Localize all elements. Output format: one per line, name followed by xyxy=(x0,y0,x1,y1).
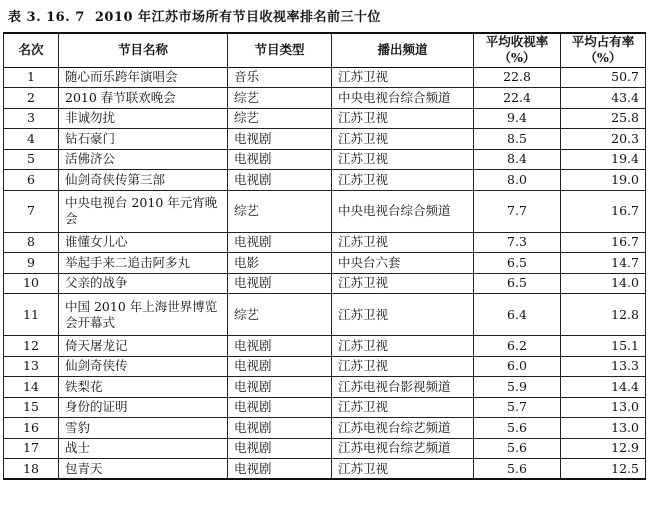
cell-program-name: 包青天 xyxy=(59,459,228,480)
cell-channel: 江苏卫视 xyxy=(332,129,474,150)
cell-avg-rating: 7.3 xyxy=(474,232,561,253)
cell-channel: 江苏卫视 xyxy=(332,170,474,191)
header-avg-share xyxy=(561,33,646,67)
cell-program-name: 2010 春节联欢晚会 xyxy=(59,88,228,109)
cell-channel: 江苏电视台综艺频道 xyxy=(332,438,474,459)
cell-avg-share: 19.4 xyxy=(561,149,646,170)
cell-program-type: 电视剧 xyxy=(228,397,332,418)
cell-rank: 4 xyxy=(4,129,59,150)
cell-avg-rating: 5.6 xyxy=(474,438,561,459)
cell-avg-rating: 5.7 xyxy=(474,397,561,418)
cell-rank: 12 xyxy=(4,336,59,357)
cell-rank: 14 xyxy=(4,377,59,398)
cell-rank: 7 xyxy=(4,190,59,232)
cell-avg-rating: 6.0 xyxy=(474,356,561,377)
table-number: 表 3. 16. 7 xyxy=(8,10,85,25)
cell-rank: 9 xyxy=(4,253,59,274)
table-row xyxy=(4,67,646,88)
cell-avg-share: 14.7 xyxy=(561,253,646,274)
cell-program-name: 谁懂女儿心 xyxy=(59,232,228,253)
cell-rank: 10 xyxy=(4,273,59,294)
cell-avg-rating: 5.9 xyxy=(474,377,561,398)
table-row xyxy=(4,253,646,274)
cell-program-type: 电视剧 xyxy=(228,129,332,150)
cell-program-type: 电视剧 xyxy=(228,356,332,377)
cell-program-type: 电视剧 xyxy=(228,336,332,357)
cell-avg-share: 16.7 xyxy=(561,190,646,232)
table-title: 2010 年江苏市场所有节目收视率排名前三十位 xyxy=(94,10,382,25)
table-row xyxy=(4,397,646,418)
cell-program-name: 铁梨花 xyxy=(59,377,228,398)
cell-program-type: 综艺 xyxy=(228,88,332,109)
cell-channel: 江苏卫视 xyxy=(332,459,474,480)
cell-avg-rating: 7.7 xyxy=(474,190,561,232)
cell-program-name: 中国 2010 年上海世界博览会开幕式 xyxy=(59,294,228,336)
cell-program-type: 综艺 xyxy=(228,294,332,336)
cell-channel: 江苏电视台影视频道 xyxy=(332,377,474,398)
cell-rank: 17 xyxy=(4,438,59,459)
table-row xyxy=(4,108,646,129)
table-row xyxy=(4,149,646,170)
header-avg-rating-unit: （%） xyxy=(498,50,536,66)
cell-avg-share: 43.4 xyxy=(561,88,646,109)
cell-program-name: 随心而乐跨年演唱会 xyxy=(59,67,228,88)
table-row xyxy=(4,170,646,191)
cell-channel: 江苏卫视 xyxy=(332,294,474,336)
header-program-name: 节目名称 xyxy=(59,33,228,67)
cell-rank: 11 xyxy=(4,294,59,336)
header-avg-rating xyxy=(474,33,561,67)
cell-program-name: 身份的证明 xyxy=(59,397,228,418)
cell-avg-rating: 22.8 xyxy=(474,67,561,88)
cell-avg-share: 19.0 xyxy=(561,170,646,191)
header-rank: 名次 xyxy=(4,33,59,67)
cell-avg-rating: 6.5 xyxy=(474,273,561,294)
table-row xyxy=(4,459,646,480)
cell-avg-rating: 5.6 xyxy=(474,459,561,480)
cell-program-name: 中央电视台 2010 年元宵晚会 xyxy=(59,190,228,232)
cell-avg-share: 12.9 xyxy=(561,438,646,459)
cell-channel: 江苏卫视 xyxy=(332,273,474,294)
cell-channel: 中央台六套 xyxy=(332,253,474,274)
cell-channel: 江苏卫视 xyxy=(332,108,474,129)
cell-program-name: 钻石豪门 xyxy=(59,129,228,150)
table-row xyxy=(4,88,646,109)
cell-avg-share: 12.8 xyxy=(561,294,646,336)
table-caption xyxy=(8,6,381,25)
cell-program-type: 电视剧 xyxy=(228,149,332,170)
cell-avg-share: 14.4 xyxy=(561,377,646,398)
cell-rank: 15 xyxy=(4,397,59,418)
cell-program-name: 活佛济公 xyxy=(59,149,228,170)
cell-avg-share: 14.0 xyxy=(561,273,646,294)
table-row xyxy=(4,273,646,294)
cell-avg-share: 20.3 xyxy=(561,129,646,150)
cell-rank: 5 xyxy=(4,149,59,170)
cell-rank: 13 xyxy=(4,356,59,377)
header-avg-share-unit: （%） xyxy=(584,50,622,66)
cell-channel: 江苏卫视 xyxy=(332,67,474,88)
cell-program-type: 电视剧 xyxy=(228,170,332,191)
cell-program-name: 雪豹 xyxy=(59,418,228,439)
table-row xyxy=(4,129,646,150)
cell-avg-share: 13.0 xyxy=(561,418,646,439)
cell-program-type: 电视剧 xyxy=(228,459,332,480)
table-row xyxy=(4,356,646,377)
cell-program-name: 战士 xyxy=(59,438,228,459)
cell-program-name: 父亲的战争 xyxy=(59,273,228,294)
table-header-row xyxy=(4,33,646,67)
cell-avg-rating: 22.4 xyxy=(474,88,561,109)
cell-rank: 6 xyxy=(4,170,59,191)
ratings-table xyxy=(3,32,646,480)
cell-rank: 2 xyxy=(4,88,59,109)
cell-program-type: 电影 xyxy=(228,253,332,274)
cell-rank: 8 xyxy=(4,232,59,253)
cell-avg-rating: 8.5 xyxy=(474,129,561,150)
cell-avg-share: 12.5 xyxy=(561,459,646,480)
cell-program-type: 电视剧 xyxy=(228,377,332,398)
cell-avg-rating: 8.0 xyxy=(474,170,561,191)
cell-channel: 江苏卫视 xyxy=(332,397,474,418)
cell-avg-share: 13.0 xyxy=(561,397,646,418)
cell-program-type: 电视剧 xyxy=(228,232,332,253)
cell-program-type: 综艺 xyxy=(228,108,332,129)
cell-rank: 3 xyxy=(4,108,59,129)
cell-avg-rating: 5.6 xyxy=(474,418,561,439)
cell-avg-rating: 8.4 xyxy=(474,149,561,170)
header-channel: 播出频道 xyxy=(332,33,474,67)
cell-rank: 18 xyxy=(4,459,59,480)
cell-program-name: 仙剑奇侠传 xyxy=(59,356,228,377)
cell-avg-rating: 6.2 xyxy=(474,336,561,357)
table-row xyxy=(4,438,646,459)
cell-program-type: 音乐 xyxy=(228,67,332,88)
cell-program-type: 综艺 xyxy=(228,190,332,232)
table-row xyxy=(4,232,646,253)
cell-channel: 中央电视台综合频道 xyxy=(332,190,474,232)
cell-avg-share: 16.7 xyxy=(561,232,646,253)
cell-channel: 中央电视台综合频道 xyxy=(332,88,474,109)
table-row xyxy=(4,377,646,398)
header-program-type: 节目类型 xyxy=(228,33,332,67)
cell-avg-rating: 6.4 xyxy=(474,294,561,336)
header-avg-share-label: 平均占有率 xyxy=(571,34,635,50)
cell-program-name: 非诚勿扰 xyxy=(59,108,228,129)
table-row xyxy=(4,336,646,357)
cell-channel: 江苏卫视 xyxy=(332,232,474,253)
cell-program-name: 仙剑奇侠传第三部 xyxy=(59,170,228,191)
header-avg-rating-label: 平均收视率 xyxy=(485,34,549,50)
table-row xyxy=(4,418,646,439)
table-row xyxy=(4,190,646,232)
table-row xyxy=(4,294,646,336)
cell-program-type: 电视剧 xyxy=(228,273,332,294)
cell-channel: 江苏电视台综艺频道 xyxy=(332,418,474,439)
cell-program-name: 倚天屠龙记 xyxy=(59,336,228,357)
cell-rank: 16 xyxy=(4,418,59,439)
cell-rank: 1 xyxy=(4,67,59,88)
cell-program-type: 电视剧 xyxy=(228,438,332,459)
cell-avg-rating: 6.5 xyxy=(474,253,561,274)
cell-channel: 江苏卫视 xyxy=(332,336,474,357)
table-body xyxy=(4,67,646,479)
cell-program-name: 举起手来二追击阿多丸 xyxy=(59,253,228,274)
cell-channel: 江苏卫视 xyxy=(332,149,474,170)
cell-channel: 江苏卫视 xyxy=(332,356,474,377)
cell-program-type: 电视剧 xyxy=(228,418,332,439)
cell-avg-share: 13.3 xyxy=(561,356,646,377)
cell-avg-share: 50.7 xyxy=(561,67,646,88)
cell-avg-share: 25.8 xyxy=(561,108,646,129)
cell-avg-rating: 9.4 xyxy=(474,108,561,129)
cell-avg-share: 15.1 xyxy=(561,336,646,357)
